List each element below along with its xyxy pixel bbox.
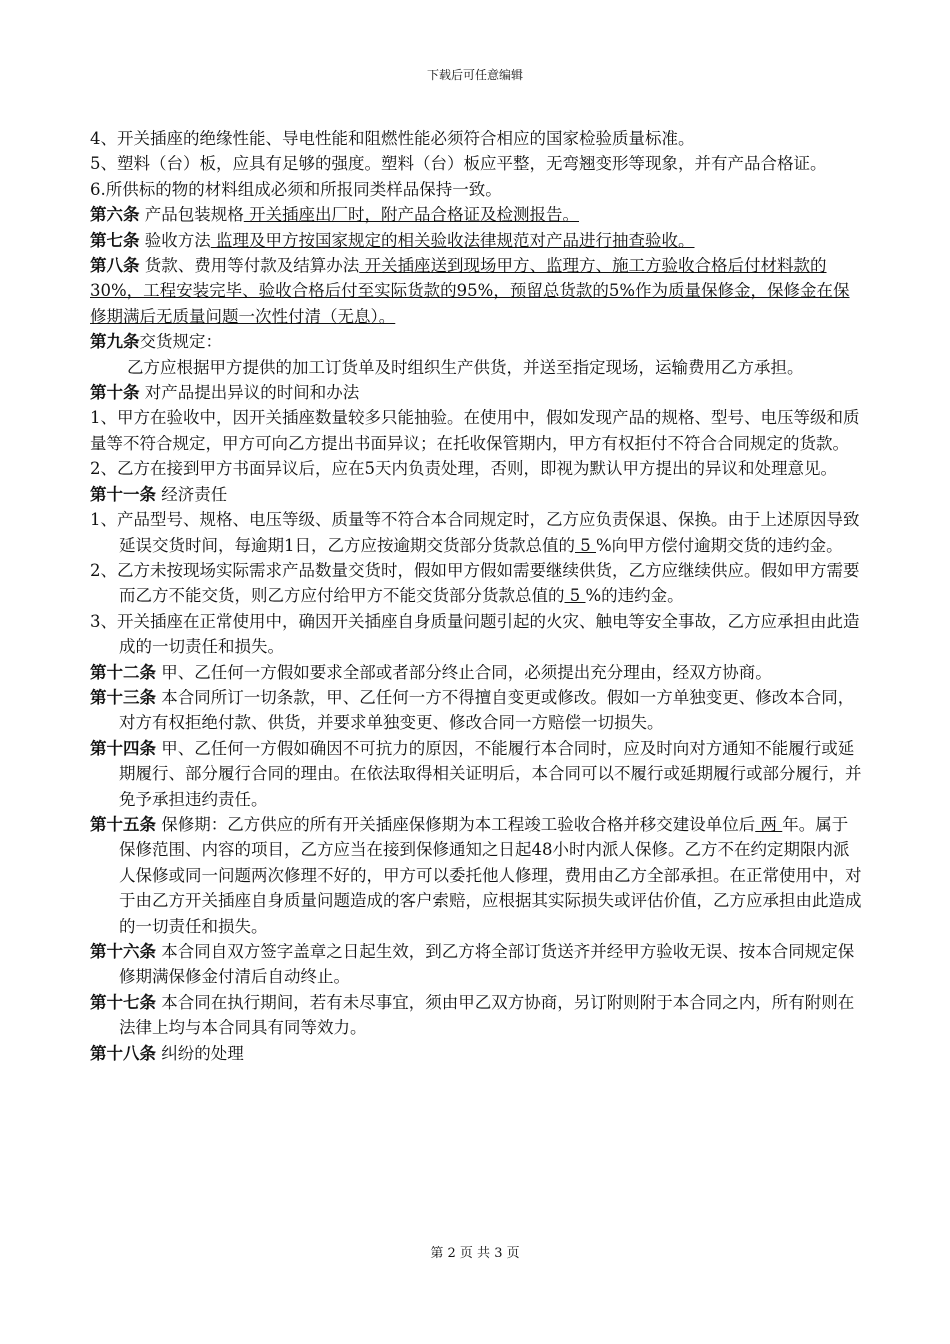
article-text: 保修期：乙方供应的所有开关插座保修期为本工程竣工验收合格并移交建设单位后 [156, 814, 756, 834]
article-title: 第十条 [90, 383, 140, 403]
item-text: 1、产品型号、规格、电压等级、质量等不符合本合同规定时，乙方应负责保退、保换。由于上述原因导致延误交货时间，每逾期1日，乙方应按逾期交货部分货款总值的 [90, 510, 860, 555]
article-text: 甲、乙任何一方假如确因不可抗力的原因，不能履行本合同时，应及时向对方通知不能履行或延期履行、部分履行合同的理由。在依法取得相关证明后，本合同可以不履行或延期履行或部分履行，并免予承担违约责任。 [119, 738, 862, 809]
article-title: 第十七条 [90, 992, 156, 1012]
article-6 [90, 202, 862, 227]
page-footer: 第 2 页 共 3 页 [430, 1246, 520, 1261]
article-title: 第八条 [90, 256, 140, 276]
page-header: 下载后可任意编辑 [426, 68, 523, 82]
article-10 [90, 380, 862, 405]
item-text: %的违约金。 [585, 586, 684, 606]
contract-body [90, 126, 862, 1066]
article-value: 开关插座送到现场甲方、监理方、施工方验收合格后付材料款的30%，工程安装完毕、验收合格后付至实际货款的95%，预留总货款的5%作为质量保修金，保修金在保修期满后无质量问题一次性付清（无息）。 [90, 256, 850, 326]
article-title: 第十四条 [90, 738, 156, 758]
article-11 [90, 482, 862, 507]
article-text: 本合同在执行期间，若有未尽事宜，须由甲乙双方协商，另订附则附于本合同之内，所有附则在法律上均与本合同具有同等效力。 [119, 992, 855, 1038]
article-13 [90, 685, 862, 736]
article-label: 经济责任 [156, 484, 228, 504]
article-9-text: 乙方应根据甲方提供的加工订货单及时组织生产供货，并送至指定现场，运输费用乙方承担。 [127, 357, 804, 377]
article-15 [90, 812, 862, 939]
clause-4: 4、开关插座的绝缘性能、导电性能和阻燃性能必须符合相应的国家检验质量标准。 [90, 129, 695, 148]
article-title: 第六条 [90, 205, 140, 225]
article-title: 第十五条 [90, 814, 156, 834]
article-title: 第九条 [90, 332, 140, 352]
article-7 [90, 228, 862, 253]
article-9 [90, 329, 862, 354]
clause-6: 6.所供标的物的材料组成必须和所报同类样品保持一致。 [90, 179, 502, 199]
article-text: 本合同自双方签字盖章之日起生效，到乙方将全部订货送齐并经甲方验收无误、按本合同规定保修期满保修金付清后自动终止。 [119, 942, 855, 987]
article-11-item-3: 3、开关插座在正常使用中，确因开关插座自身质量问题引起的火灾、触电等安全事故，乙方应承担由此造成的一切责任和损失。 [90, 611, 860, 657]
article-label: 产品包装规格 [139, 205, 244, 225]
article-10-item-2: 2、乙方在接到甲方书面异议后，应在5天内负责处理，否则，即视为默认甲方提出的异议和处理意见。 [90, 459, 837, 479]
article-label: 货款、费用等付款及结算办法 [139, 256, 360, 276]
item-text: 2、乙方未按现场实际需求产品数量交货时，假如甲方假如需要继续供货，乙方应继续供应。假如甲方需要而乙方不能交货，则乙方应付给甲方不能交货部分货款总值的 [90, 560, 860, 606]
article-title: 第十二条 [90, 662, 156, 682]
article-11-item-1 [90, 507, 862, 558]
article-value: 开关插座出厂时，附产品合格证及检测报告。 [243, 205, 579, 225]
article-text: 纠纷的处理 [156, 1043, 244, 1063]
article-text: 年。属于保修范围、内容的项目，乙方应当在接到保修通知之日起48小时内派人保修。乙方不在约定期限内派人保修或同一问题两次修理不好的，甲方可以委托他人修理，费用由乙方全部承担。在正常使用中，对于由乙方开关插座自身质量问题造成的客户索赔，应根据其实际损失或评估价值，乙方应承担由此造成的一切责任和损失。 [119, 814, 862, 936]
article-title: 第十三条 [90, 687, 156, 707]
article-text: 本合同所订一切条款，甲、乙任何一方不得擅自变更或修改。假如一方单独变更、修改本合同，对方有权拒绝付款、供货，并要求单独变更、修改合同一方赔偿一切损失。 [119, 687, 855, 733]
article-text: 甲、乙任何一方假如要求全部或者部分终止合同，必须提出充分理由，经双方协商。 [156, 662, 772, 682]
article-8 [90, 253, 862, 329]
article-16 [90, 939, 862, 990]
article-title: 第七条 [90, 230, 140, 250]
article-label: 验收方法 [139, 230, 211, 250]
article-11-item-2 [90, 558, 862, 609]
article-17 [90, 990, 862, 1041]
item-text: %向甲方偿付逾期交货的违约金。 [596, 535, 843, 555]
article-12 [90, 660, 862, 685]
article-label: 交货规定： [139, 332, 222, 352]
article-18 [90, 1041, 862, 1066]
article-title: 第十一条 [90, 484, 156, 504]
article-title: 第十六条 [90, 942, 156, 961]
article-10-item-1: 1、甲方在验收中，因开关插座数量较多只能抽验。在使用中，假如发现产品的规格、型号、电压等级和质量等不符合规定，甲方可向乙方提出书面异议；在托收保管期内，甲方有权拒付不符合合同规定的货款。 [90, 408, 860, 453]
article-label: 对产品提出异议的时间和办法 [139, 383, 360, 403]
warranty-years: 两 [755, 814, 783, 834]
penalty-rate: 5 [564, 586, 586, 606]
clause-5: 5、塑料（台）板，应具有足够的强度。塑料（台）板应平整，无弯翘变形等现象，并有产品合格证。 [90, 154, 827, 174]
penalty-rate: 5 [575, 535, 596, 555]
article-value: 监理及甲方按国家规定的相关验收法律规范对产品进行抽查验收。 [210, 230, 695, 250]
article-14 [90, 736, 862, 812]
article-title: 第十八条 [90, 1043, 156, 1063]
